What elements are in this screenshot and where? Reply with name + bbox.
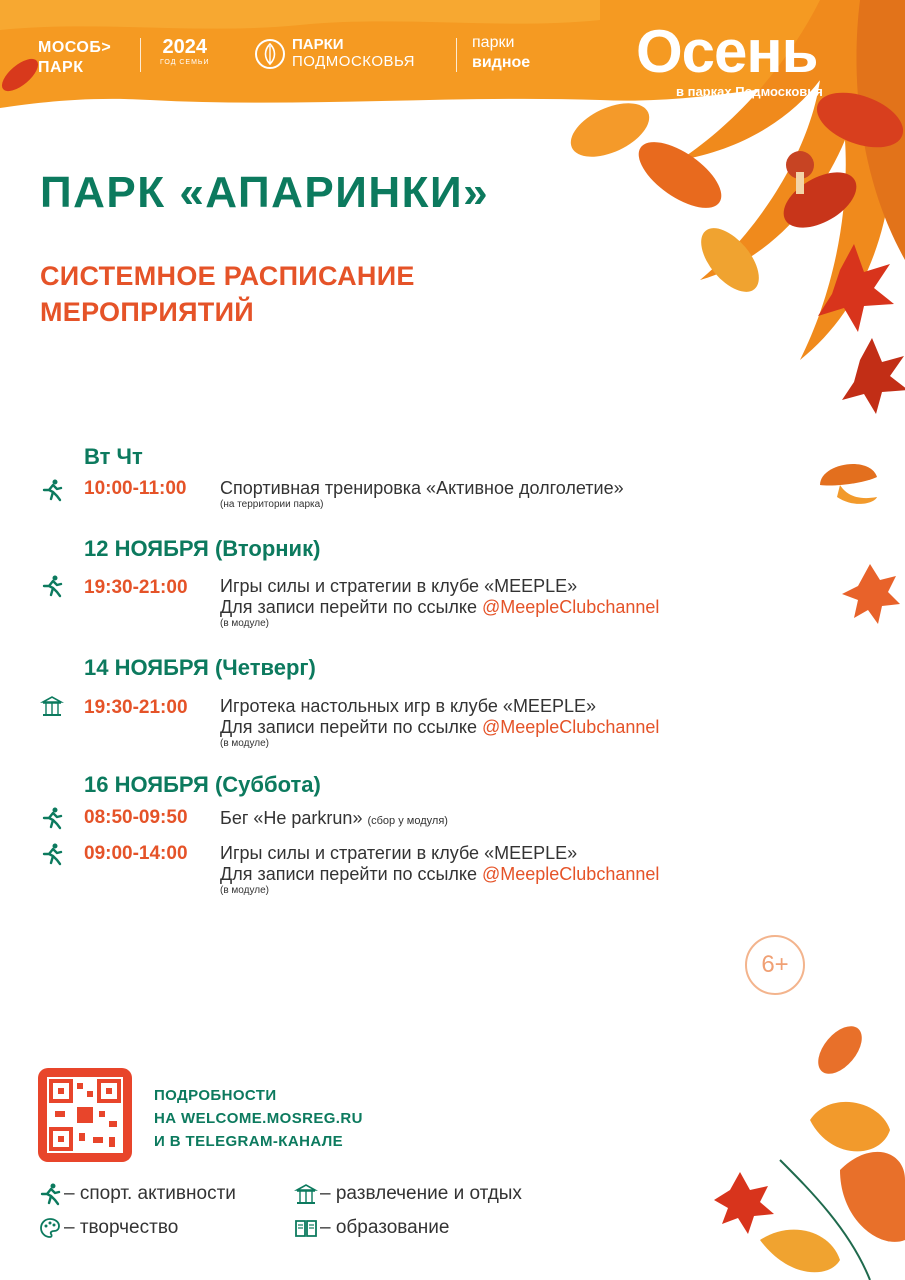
qr-pattern bbox=[47, 1077, 123, 1153]
event-time: 09:00-14:00 bbox=[84, 843, 188, 864]
parki-emblem-icon bbox=[254, 38, 286, 70]
osen-title: Осень bbox=[636, 18, 818, 85]
sport-icon bbox=[40, 806, 64, 830]
logo-divider bbox=[140, 38, 141, 72]
telegram-link[interactable]: @MeepleClubchannel bbox=[481, 717, 660, 737]
legend-sport: – спорт. активности bbox=[38, 1182, 236, 1206]
parki-vidnoe-logo: парки видное bbox=[472, 34, 531, 71]
sport-icon bbox=[40, 842, 64, 866]
more-info-text: ПОДРОБНОСТИ НА WELCOME.MOSREG.RU И В TELEGRAM-КАНАЛЕ bbox=[154, 1087, 363, 1150]
event-description: Бег «Не parkrun» (сбор у модуля) bbox=[220, 808, 448, 828]
parki-podmoskovya-logo: ПАРКИ ПОДМОСКОВЬЯ bbox=[292, 36, 416, 70]
telegram-link[interactable]: @MeepleClubchannel bbox=[481, 597, 660, 617]
event-description: Игры силы и стратегии в клубе «MEEPLE» Для записи перейти по ссылке @MeepleClubchannel (в модуле) bbox=[220, 843, 660, 896]
event-description: Игры силы и стратегии в клубе «MEEPLE» Для записи перейти по ссылке @MeepleClubchannel (в модуле) bbox=[220, 576, 660, 629]
book-icon bbox=[294, 1216, 318, 1240]
palette-icon bbox=[38, 1216, 62, 1240]
bottom-leaves-decor bbox=[690, 1010, 905, 1280]
event-description: Спортивная тренировка «Активное долголетие» (на территории парка) bbox=[220, 478, 624, 510]
legend-education: – образование bbox=[294, 1216, 449, 1240]
logo-divider bbox=[456, 38, 457, 72]
carousel-icon bbox=[294, 1182, 318, 1206]
year-of-family-logo: 2024 ГОД СЕМЬИ bbox=[160, 36, 210, 66]
sport-icon bbox=[38, 1182, 62, 1206]
park-title: ПАРК «АПАРИНКИ» bbox=[40, 168, 490, 217]
schedule-subtitle: СИСТЕМНОЕ РАСПИСАНИЕ МЕРОПРИЯТИЙ bbox=[40, 261, 415, 327]
sport-icon bbox=[40, 574, 64, 598]
event-description: Игротека настольных игр в клубе «MEEPLE» Для записи перейти по ссылке @MeepleClubchannel (в модуле) bbox=[220, 696, 660, 749]
event-time: 19:30-21:00 bbox=[84, 577, 188, 598]
day-heading: Вт Чт bbox=[84, 444, 143, 469]
mushroom-decor bbox=[815, 455, 885, 510]
mosobl-park-logo: МОСОБ> ПАРК bbox=[38, 39, 112, 76]
osen-subtitle: в парках Подмосковья bbox=[676, 84, 823, 99]
legend-creativity: – творчество bbox=[38, 1216, 178, 1240]
day-heading: 14 НОЯБРЯ (Четверг) bbox=[84, 655, 316, 680]
qr-code[interactable] bbox=[38, 1068, 132, 1162]
day-heading: 16 НОЯБРЯ (Суббота) bbox=[84, 772, 321, 797]
leaf-decor bbox=[840, 560, 900, 630]
age-rating-badge: 6+ bbox=[745, 935, 805, 995]
event-time: 08:50-09:50 bbox=[84, 807, 188, 828]
telegram-link[interactable]: @MeepleClubchannel bbox=[481, 864, 660, 884]
sport-icon bbox=[40, 478, 64, 502]
event-time: 10:00-11:00 bbox=[84, 478, 187, 499]
day-heading: 12 НОЯБРЯ (Вторник) bbox=[84, 536, 321, 561]
legend-entertainment: – развлечение и отдых bbox=[294, 1182, 522, 1206]
event-time: 19:30-21:00 bbox=[84, 697, 188, 718]
carousel-icon bbox=[40, 694, 64, 718]
